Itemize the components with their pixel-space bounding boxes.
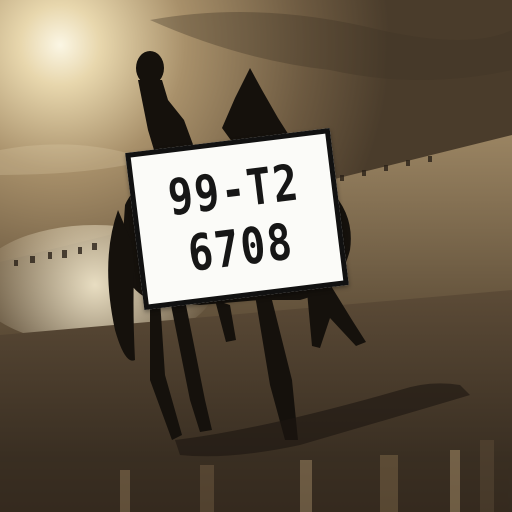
plate-line-2: 6708: [184, 212, 297, 283]
license-plate: [125, 128, 349, 310]
plate-line-1: 99-T2: [164, 153, 303, 228]
